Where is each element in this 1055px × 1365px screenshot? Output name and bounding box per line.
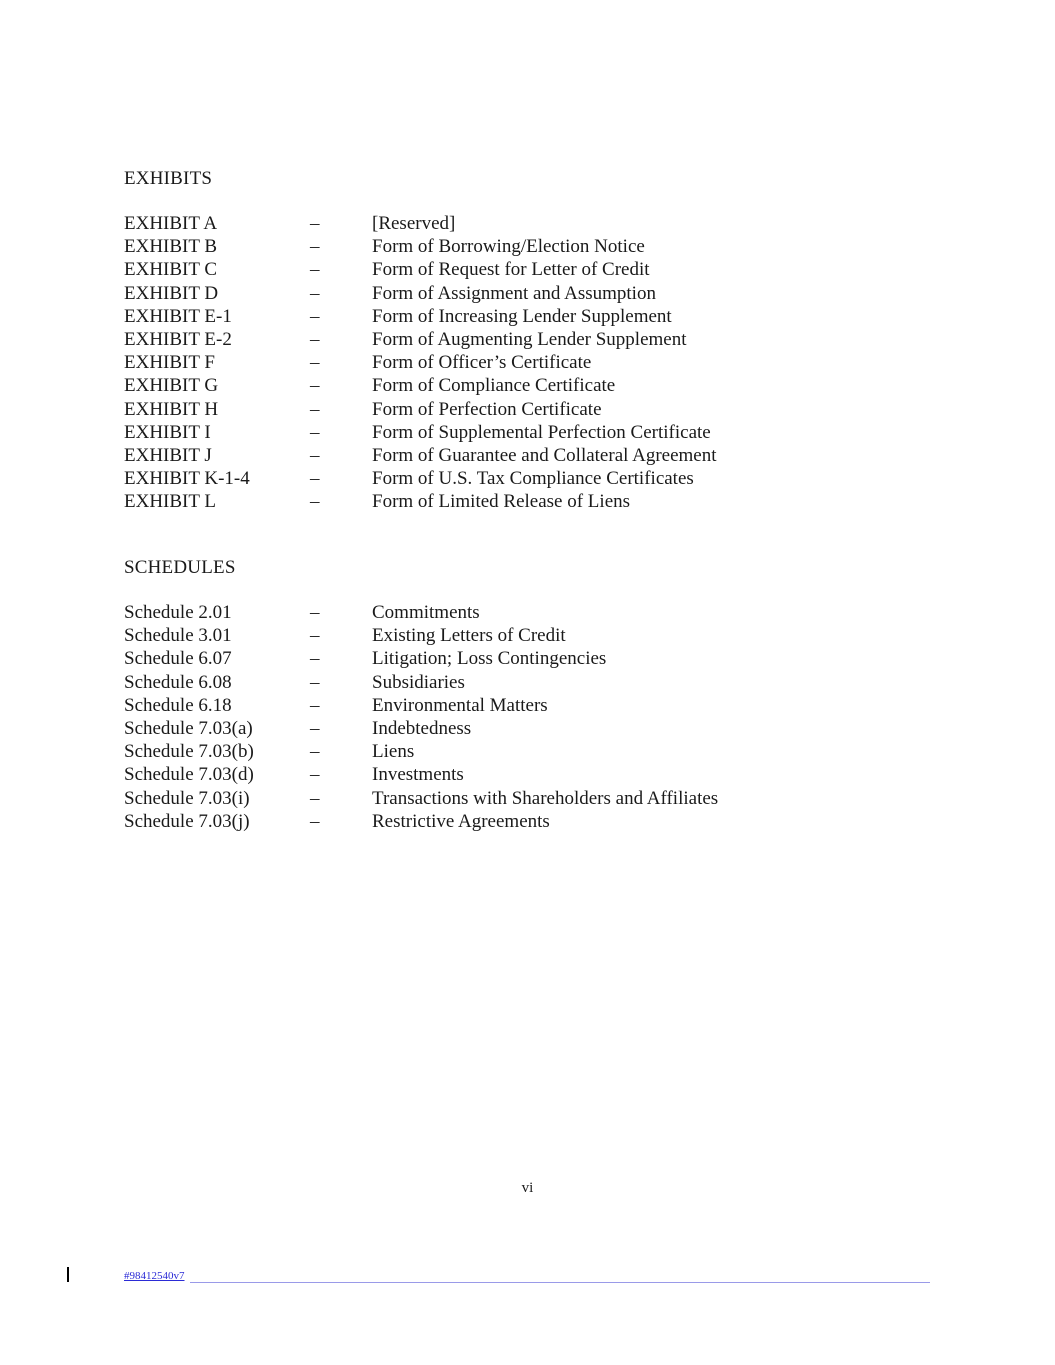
- schedule-label: Schedule 3.01: [124, 625, 232, 647]
- schedule-label: Schedule 6.18: [124, 694, 232, 716]
- footer-rule: [190, 1282, 930, 1283]
- dash: –: [310, 352, 320, 374]
- exhibit-label: EXHIBIT E-2: [124, 328, 232, 350]
- exhibit-label: EXHIBIT H: [124, 398, 219, 420]
- exhibit-title: Form of Guarantee and Collateral Agreement: [372, 444, 717, 466]
- exhibit-label: EXHIBIT A: [124, 213, 218, 234]
- exhibit-title: Form of U.S. Tax Compliance Certificates: [372, 468, 694, 490]
- dash: –: [310, 236, 320, 258]
- dash: –: [310, 375, 320, 397]
- schedule-title: Litigation; Loss Contingencies: [372, 648, 607, 670]
- schedule-label: Schedule 7.03(i): [124, 787, 250, 809]
- schedule-title: Subsidiaries: [372, 671, 465, 693]
- schedule-label: Schedule 2.01: [124, 602, 232, 623]
- schedule-title: Commitments: [372, 602, 480, 623]
- schedule-title: Environmental Matters: [372, 694, 548, 716]
- dash: –: [310, 305, 320, 327]
- dash: –: [310, 671, 320, 693]
- change-bar: [67, 1267, 69, 1282]
- schedule-label: Schedule 7.03(d): [124, 764, 254, 786]
- exhibit-label: EXHIBIT L: [124, 491, 216, 513]
- dash: –: [310, 810, 320, 832]
- schedule-title: Indebtedness: [372, 717, 472, 739]
- schedule-title: Transactions with Shareholders and Affiliates: [372, 787, 719, 809]
- exhibit-title: Form of Limited Release of Liens: [372, 491, 631, 513]
- exhibit-title: [Reserved]: [372, 213, 456, 234]
- exhibit-title: Form of Request for Letter of Credit: [372, 259, 650, 281]
- exhibit-label: EXHIBIT B: [124, 236, 218, 258]
- dash: –: [310, 328, 320, 350]
- schedule-title: Restrictive Agreements: [372, 810, 550, 832]
- dash: –: [310, 491, 320, 513]
- schedule-title: Existing Letters of Credit: [372, 625, 566, 647]
- exhibit-label: EXHIBIT K-1-4: [124, 468, 250, 490]
- document-id: #98412540v7: [124, 1270, 185, 1282]
- dash: –: [310, 717, 320, 739]
- schedules-heading: SCHEDULES: [124, 557, 236, 578]
- dash: –: [310, 787, 320, 809]
- dash: –: [310, 421, 320, 443]
- schedule-label: Schedule 7.03(b): [124, 741, 254, 763]
- exhibit-label: EXHIBIT F: [124, 352, 215, 374]
- page-number: vi: [521, 1180, 534, 1196]
- exhibit-label: EXHIBIT D: [124, 282, 219, 304]
- exhibit-label: EXHIBIT G: [124, 375, 219, 397]
- dash: –: [310, 694, 320, 716]
- exhibit-label: EXHIBIT E-1: [124, 305, 232, 327]
- dash: –: [310, 648, 320, 670]
- exhibits-heading: EXHIBITS: [124, 168, 213, 189]
- dash: –: [310, 444, 320, 466]
- exhibit-title: Form of Officer’s Certificate: [372, 352, 592, 374]
- exhibit-title: Form of Borrowing/Election Notice: [372, 236, 645, 258]
- exhibit-label: EXHIBIT J: [124, 444, 212, 466]
- exhibit-title: Form of Perfection Certificate: [372, 398, 602, 420]
- schedule-label: Schedule 7.03(a): [124, 717, 253, 739]
- schedule-title: Investments: [372, 764, 464, 786]
- exhibit-title: Form of Assignment and Assumption: [372, 282, 656, 304]
- exhibit-title: Form of Compliance Certificate: [372, 375, 616, 397]
- exhibit-title: Form of Augmenting Lender Supplement: [372, 328, 687, 350]
- dash: –: [310, 602, 320, 623]
- exhibit-title: Form of Supplemental Perfection Certificate: [372, 421, 711, 443]
- dash: –: [310, 625, 320, 647]
- dash: –: [310, 282, 320, 304]
- dash: –: [310, 259, 320, 281]
- dash: –: [310, 398, 320, 420]
- schedule-label: Schedule 7.03(j): [124, 810, 250, 832]
- exhibit-label: EXHIBIT C: [124, 259, 218, 281]
- schedule-title: Liens: [372, 741, 415, 763]
- dash: –: [310, 741, 320, 763]
- dash: –: [310, 213, 320, 234]
- schedule-label: Schedule 6.07: [124, 648, 232, 670]
- dash: –: [310, 468, 320, 490]
- exhibit-label: EXHIBIT I: [124, 421, 211, 443]
- schedule-label: Schedule 6.08: [124, 671, 232, 693]
- exhibit-title: Form of Increasing Lender Supplement: [372, 305, 672, 327]
- dash: –: [310, 764, 320, 786]
